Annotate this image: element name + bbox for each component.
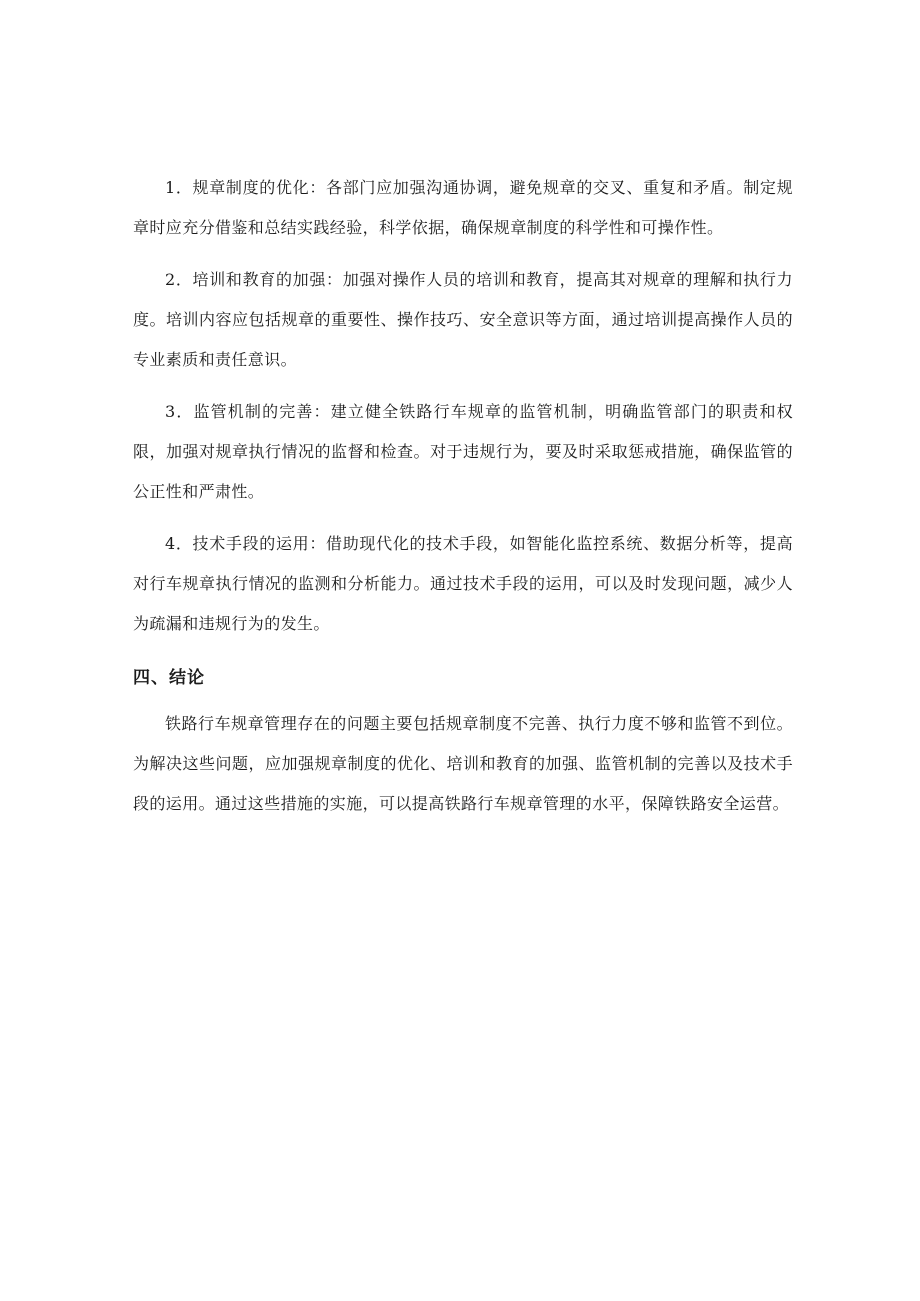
measure-item-1: 1．规章制度的优化：各部门应加强沟通协调，避免规章的交叉、重复和矛盾。制定规章时应充分借鉴和总结实践经验，科学依据，确保规章制度的科学性和可操作性。 (133, 178, 793, 237)
document-page (133, 168, 793, 824)
section-heading-conclusion: 四、结论 (133, 668, 205, 688)
measure-item-2: 2．培训和教育的加强：加强对操作人员的培训和教育，提高其对规章的理解和执行力度。培训内容应包括规章的重要性、操作技巧、安全意识等方面，通过培训提高操作人员的专业素质和责任意识。 (133, 270, 793, 369)
measure-item-4: 4．技术手段的运用：借助现代化的技术手段，如智能化监控系统、数据分析等，提高对行车规章执行情况的监测和分析能力。通过技术手段的运用，可以及时发现问题，减少人为疏漏和违规行为的发生。 (133, 534, 793, 633)
conclusion-paragraph: 铁路行车规章管理存在的问题主要包括规章制度不完善、执行力度不够和监管不到位。为解决这些问题，应加强规章制度的优化、培训和教育的加强、监管机制的完善以及技术手段的运用。通过这些措施的实施，可以提高铁路行车规章管理的水平，保障铁路安全运营。 (133, 714, 793, 813)
measure-item-3: 3．监管机制的完善：建立健全铁路行车规章的监管机制，明确监管部门的职责和权限，加强对规章执行情况的监督和检查。对于违规行为，要及时采取惩戒措施，确保监管的公正性和严肃性。 (133, 402, 793, 501)
